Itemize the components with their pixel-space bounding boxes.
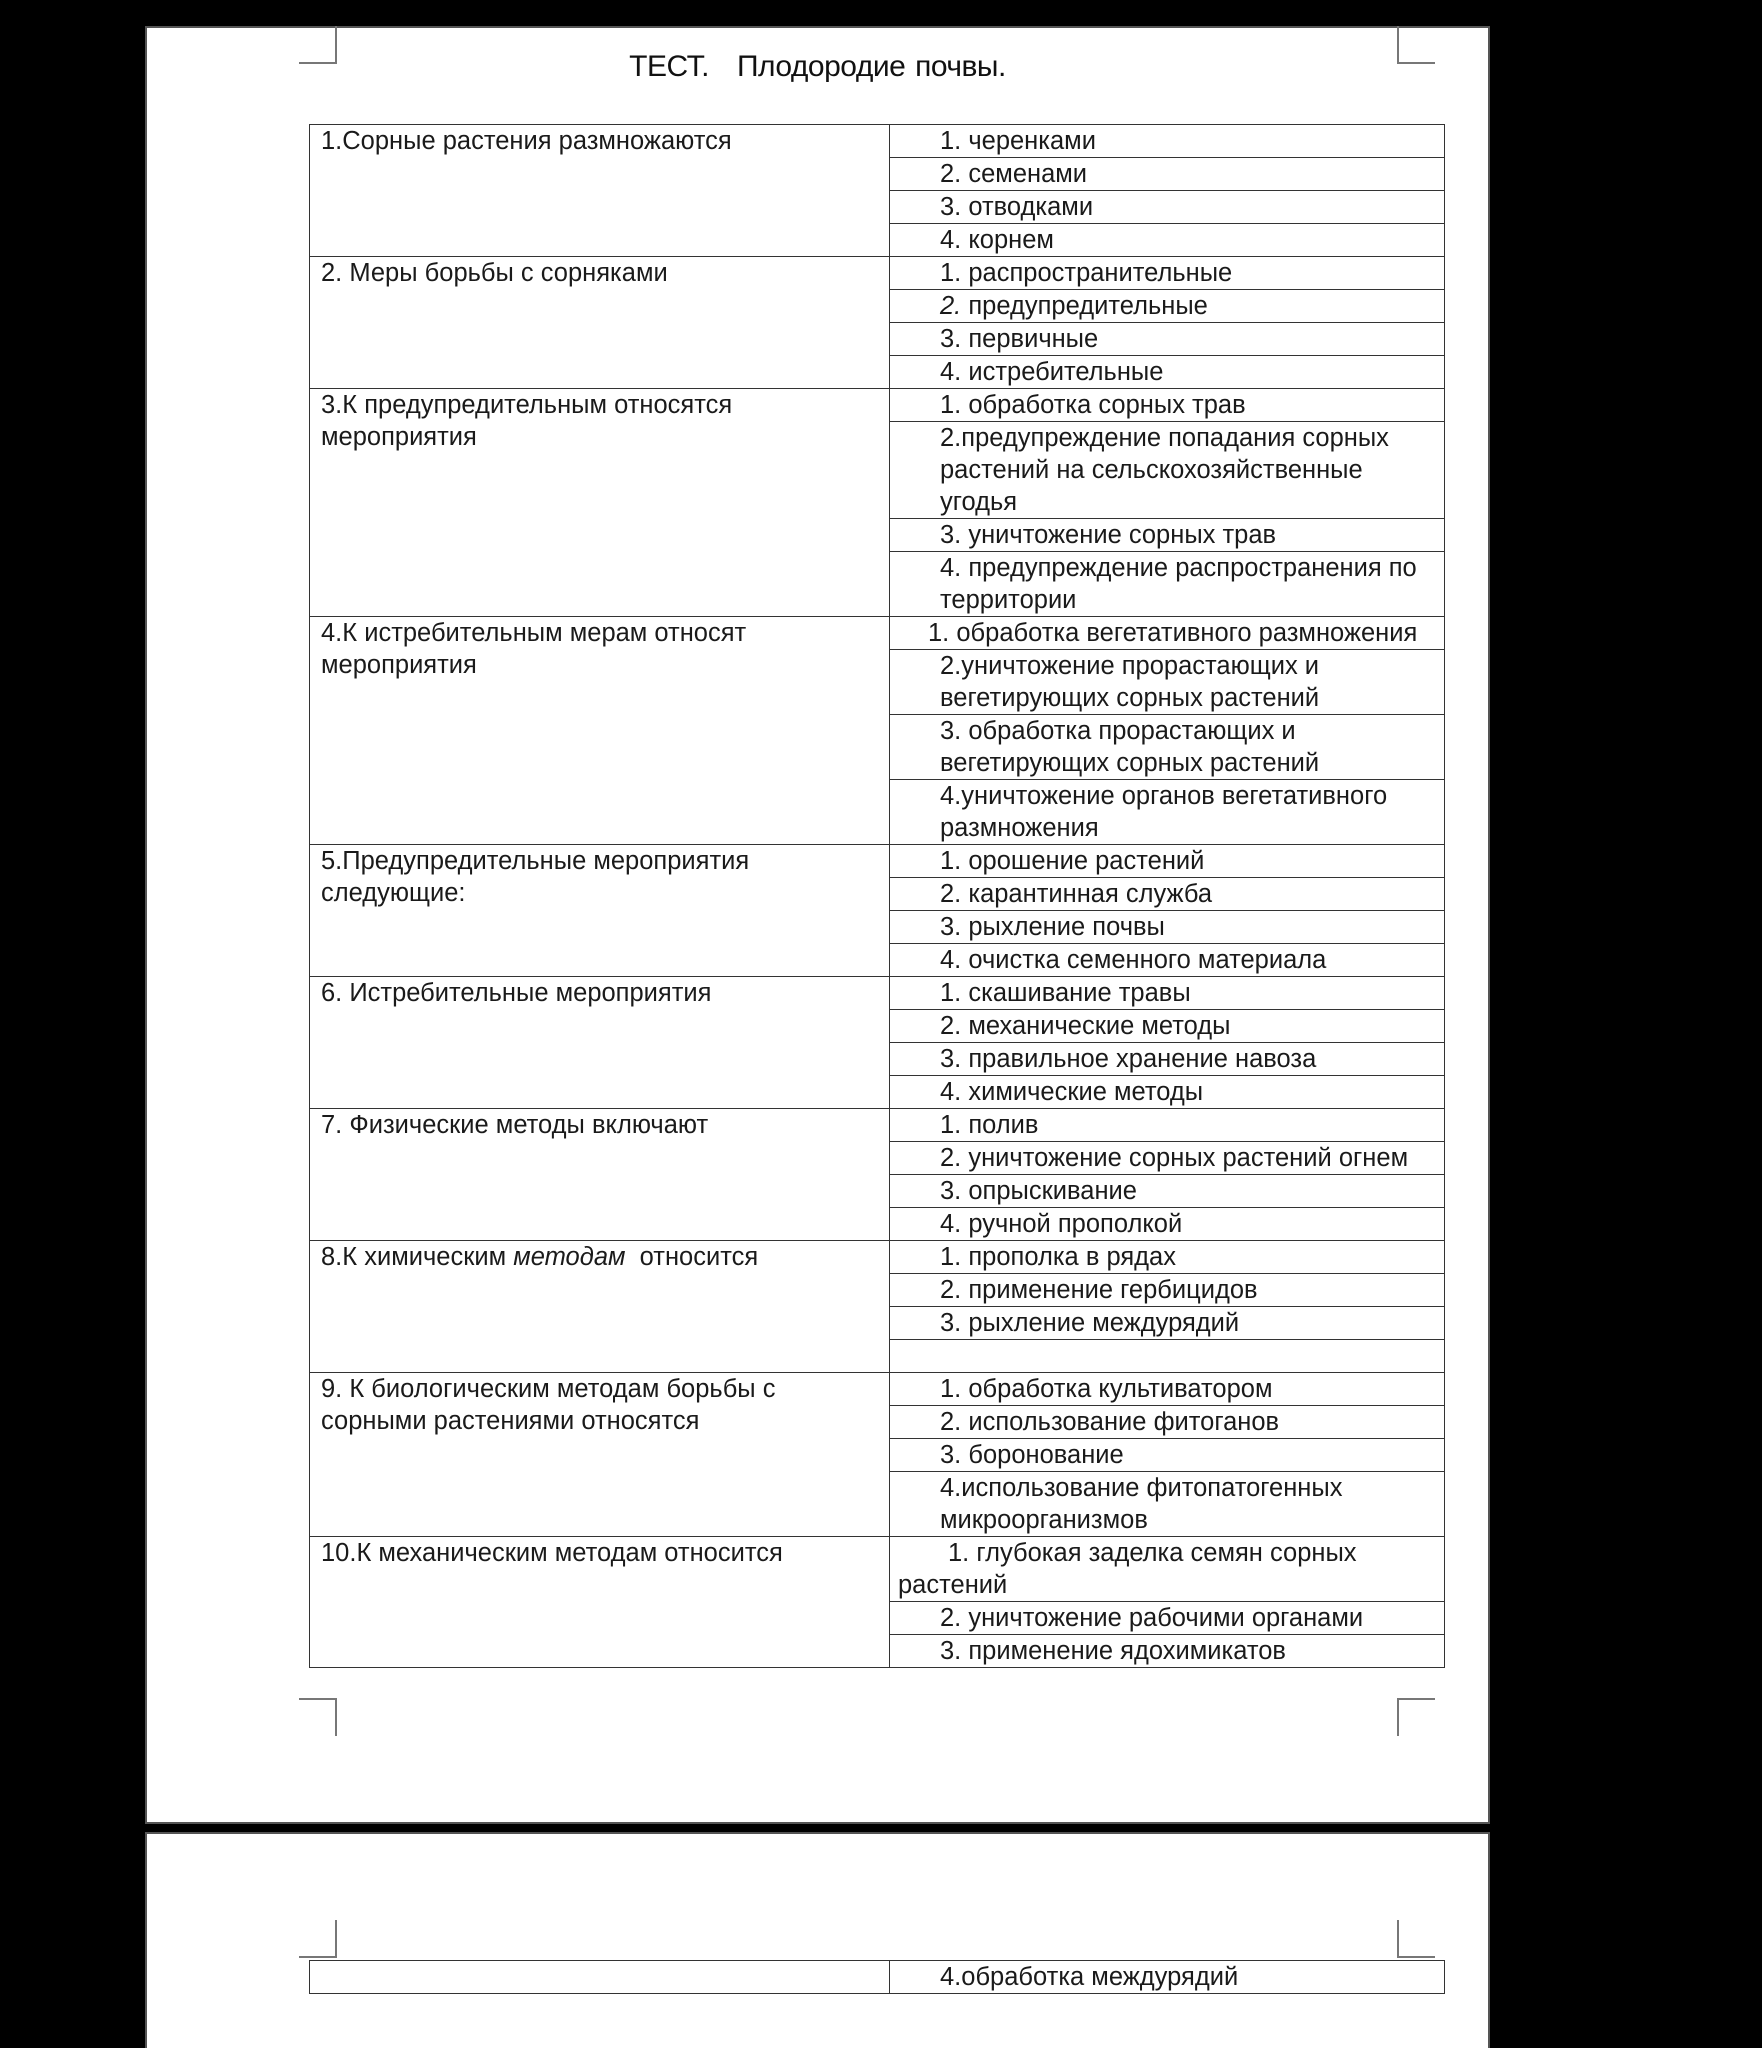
answer-option: 4.использование фитопатогенных микроорганизмов xyxy=(890,1472,1445,1537)
answer-option: 4.обработка междурядий xyxy=(890,1961,1445,1994)
question-5: 5.Предупредительные мероприятия следующие: xyxy=(310,845,890,977)
answer-option: 1. черенками xyxy=(890,125,1445,158)
table-row xyxy=(310,617,1445,650)
answer-option: 4. предупреждение распространения по территории xyxy=(890,552,1445,617)
table-row xyxy=(310,1373,1445,1406)
answer-option: 2. механические методы xyxy=(890,1010,1445,1043)
question-text: 8.К химическим xyxy=(321,1243,507,1271)
table-row xyxy=(310,1109,1445,1142)
answer-option: 2. использование фитоганов xyxy=(890,1406,1445,1439)
table-row xyxy=(310,977,1445,1010)
answer-option: 3. боронование xyxy=(890,1439,1445,1472)
table-row xyxy=(310,257,1445,290)
question-7: 7. Физические методы включают xyxy=(310,1109,890,1241)
answer-option: 4. химические методы xyxy=(890,1076,1445,1109)
document-page-2 xyxy=(145,1832,1490,2048)
answer-option: 2. уничтожение рабочими органами xyxy=(890,1602,1445,1635)
answer-option: 4. ручной прополкой xyxy=(890,1208,1445,1241)
table-row xyxy=(310,1537,1445,1602)
table-row xyxy=(310,845,1445,878)
question-9: 9. К биологическим методам борьбы с сорными растениями относятся xyxy=(310,1373,890,1537)
answer-option: 3. рыхление почвы xyxy=(890,911,1445,944)
answer-option: 1. орошение растений xyxy=(890,845,1445,878)
question-2: 2. Меры борьбы с сорняками xyxy=(310,257,890,389)
answer-option: 1. обработка вегетативного размножения xyxy=(890,617,1445,650)
question-1: 1.Сорные растения размножаются xyxy=(310,125,890,257)
question-empty xyxy=(310,1961,890,1994)
title-topic: Плодородие почвы. xyxy=(736,50,1006,83)
table-row xyxy=(310,1241,1445,1274)
answer-option: 1. распространительные xyxy=(890,257,1445,290)
answer-text: предупредительные xyxy=(968,292,1208,320)
test-table xyxy=(309,124,1445,1668)
answer-option-empty xyxy=(890,1340,1445,1373)
table-row xyxy=(310,1961,1445,1994)
answer-option: 2.предупреждение попадания сорных растений на сельскохозяйственные угодья xyxy=(890,422,1445,519)
answer-option: 1. обработка культиватором xyxy=(890,1373,1445,1406)
title-test: ТЕСТ. xyxy=(629,50,709,83)
answer-option: 4. истребительные xyxy=(890,356,1445,389)
crop-mark xyxy=(1397,1920,1435,1958)
answer-option: 3. обработка прорастающих и вегетирующих сорных растений xyxy=(890,715,1445,780)
answer-option: 4. корнем xyxy=(890,224,1445,257)
answer-option: 1. глубокая заделка семян сорных растений xyxy=(890,1537,1445,1602)
answer-option: 3. правильное хранение навоза xyxy=(890,1043,1445,1076)
page-title xyxy=(147,50,1488,84)
answer-option: 3. отводками xyxy=(890,191,1445,224)
answer-option xyxy=(890,290,1445,323)
crop-mark xyxy=(299,1698,337,1736)
answer-option: 3. применение ядохимикатов xyxy=(890,1635,1445,1668)
question-text-italic: методам xyxy=(513,1243,626,1271)
question-3: 3.К предупредительным относятся мероприятия xyxy=(310,389,890,617)
answer-option: 1. прополка в рядах xyxy=(890,1241,1445,1274)
answer-option: 2. карантинная служба xyxy=(890,878,1445,911)
crop-mark xyxy=(1397,1698,1435,1736)
table-row xyxy=(310,125,1445,158)
answer-option: 3. опрыскивание xyxy=(890,1175,1445,1208)
table-row xyxy=(310,389,1445,422)
crop-mark xyxy=(299,1920,337,1958)
answer-option: 2. уничтожение сорных растений огнем xyxy=(890,1142,1445,1175)
question-text: относится xyxy=(639,1243,759,1271)
answer-option: 1. обработка сорных трав xyxy=(890,389,1445,422)
question-10: 10.К механическим методам относится xyxy=(310,1537,890,1668)
answer-option: 3. первичные xyxy=(890,323,1445,356)
answer-option: 3. рыхление междурядий xyxy=(890,1307,1445,1340)
answer-option: 2.уничтожение прорастающих и вегетирующих сорных растений xyxy=(890,650,1445,715)
answer-option: 2. применение гербицидов xyxy=(890,1274,1445,1307)
answer-option: 2. семенами xyxy=(890,158,1445,191)
answer-option: 4. очистка семенного материала xyxy=(890,944,1445,977)
question-4: 4.К истребительным мерам относят мероприятия xyxy=(310,617,890,845)
answer-option: 4.уничтожение органов вегетативного размножения xyxy=(890,780,1445,845)
test-table-continuation xyxy=(309,1960,1445,1994)
answer-option: 1. полив xyxy=(890,1109,1445,1142)
question-8 xyxy=(310,1241,890,1373)
answer-option: 1. скашивание травы xyxy=(890,977,1445,1010)
answer-number-italic: 2. xyxy=(940,292,962,320)
question-6: 6. Истребительные мероприятия xyxy=(310,977,890,1109)
document-page-1 xyxy=(145,26,1490,1824)
answer-option: 3. уничтожение сорных трав xyxy=(890,519,1445,552)
